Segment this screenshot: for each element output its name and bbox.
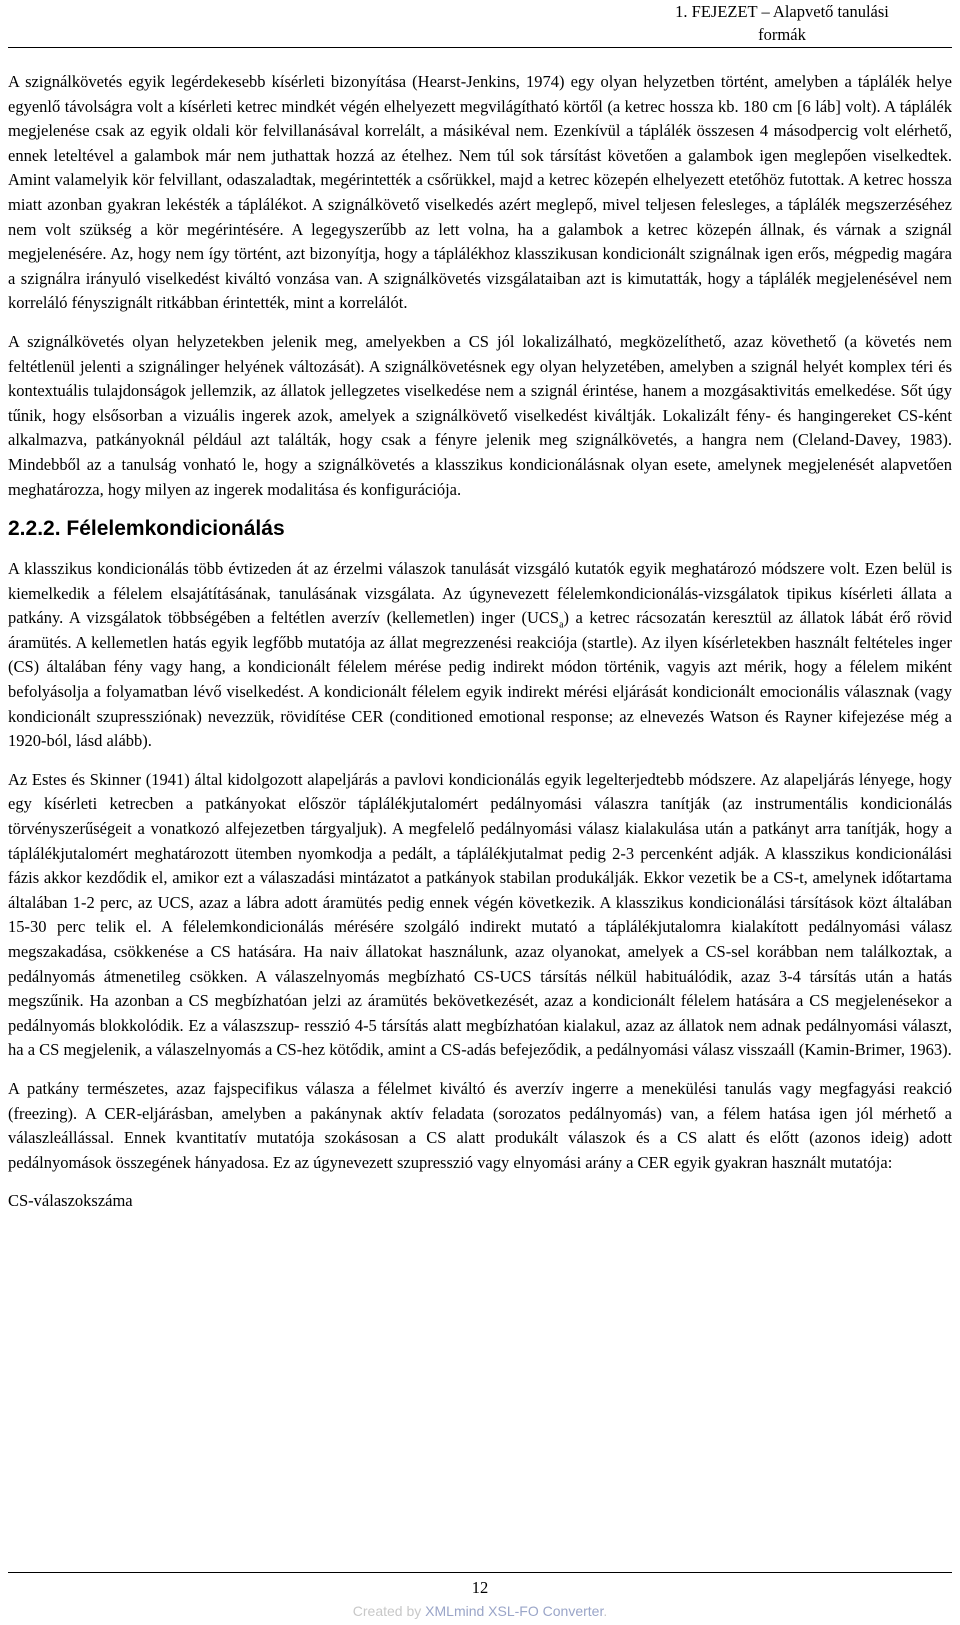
formula-numerator: CS-válaszokszáma [8,1191,133,1211]
header-divider [8,47,952,48]
paragraph-text-before-subscript: A klasszikus kondicionálás több évtizeden át az érzelmi válaszok tanulását vizsgáló kutatók egyik meghatározó módszere volt. Ezen belül is kiemelkedik a félelem elsajátításának, tanulásának vizsgálata. Az úgynevezett félelemkondicionálás-vizsgálatok tipikus kísérleti állata a patkány. A vizsgálatok többségében a feltétlen averzív (kellemetlen) inger (UCS [8,559,952,628]
footer-divider [8,1572,952,1573]
page-header [8,0,952,44]
page-body [8,70,952,1213]
paragraph-estes-skinner-procedure: Az Estes és Skinner (1941) által kidolgozott alapeljárás a pavlovi kondicionálás egyik legelterjedtebb módszere. Az alapeljárás lényege, hogy egy kísérleti ketrecben a patkányokat először táplálékjutalomért pedálnyomási válaszra tanítják (az instrumentális kondicionálás törvényszerűségeit a vonatkozó alfejezetben tárgyaljuk). A megfelelő pedálnyomási válasz kialakulása után a patkányt arra tanítják, hogy a táplálékjutalomért meghatározott ütemben nyomkodja a pedált, a táplálékjutalmat pedig 2-3 percenként adják. A klasszikus kondicionálási fázis akkor kezdődik el, amikor ezt a válaszadási mintázatot a patkányok stabilan produkálják. Ekkor vezetik be a CS-t, amelynek időtartama általában 1-2 perc, az UCS, azaz a lábra adott áramütés pedig ennek végén következik. A klasszikus kondicionálási társítások közt általában 15-30 perc telik el. A félelemkondicionálás mérésére szolgáló indirekt mutató a táplálékjutalomra kialakított pedálnyomási válasz megszakadása, csökkenése a CS hatására. Ha naiv állatokat használunk, azaz olyanokat, amelyek a CS-sel korábban nem találkoztak, a pedálnyomás átmenetileg csökken. A válaszelnyomás megbízható CS-UCS társítás nélkül habituálódik, azaz 3-4 társítás után a hatás megszűnik. Ha azonban a CS megbízhatóan jelzi az áramütés bekövetkezését, azaz a kondicionált félelem hatására a CS megjelenésekor a pedálnyomás blokkolódik. Ez a válaszszup- resszió 4-5 társítás alatt megbízhatóan kialakul, azaz az állatok nem adnak pedálnyomási választ, ha a CS megjelenik, a válaszelnyomás a CS-hez kötődik, amint a CS-adás befejeződik, a pedálnyomási válasz visszaáll (Kamin-Brimer, 1963). [8,769,952,1060]
page-number: 12 [471,1578,489,1597]
ucs-subscript: a [559,619,564,631]
paragraph-signal-tracking-conditions: A szignálkövetés olyan helyzetekben jelenik meg, amelyekben a CS jól lokalizálható, megközelíthető, azaz követhető (a követés nem feltétlenül jelenti a szignálinger helyének változását). A szignálkövetésnek egy olyan helyzetében, amelyben a szignál helyét komplex téri és kontextuális tulajdonságok jellemzik, az állatok jellegzetes viselkedése nem a szignál érintése, hanem a mozgásaktivitás emelkedése. Sőt úgy tűnik, hogy elsősorban a vizuális ingerek azok, amelyek a szignálkövető viselkedést kiváltják. Lokalizált fény- és hangingereket CS-ként alkalmazva, patkányoknál például azt találták, hogy csak a fényre jelenik meg szignálkövetés, a hangra nem (Cleland-Davey, 1983). Mindebből az a tanulság vonható le, hogy a szignálkövetés a klasszikus kondicionálásnak olyan esete, amelynek megjelenését alapvetően meghatározza, hogy milyen az ingerek modalitása és konfigurációja. [8,331,952,499]
paragraph-text-after-subscript: ) a ketrec rácsozatán keresztül az állatok lábát érő rövid áramütés. A kellemetlen hatás egyik legfőbb mutatója az állat megrezzenési reakciója (startle). Az ilyen kísérletekben használt feltételes inger (CS) általában fény vagy hang, a kondicionált félelem mérése pedig indirekt módon történik, vagyis azt mérik, hogy a félelem miként befolyásolja a folyamatban lévő viselkedést. A kondicionált félelem egyik indirekt mérési eljárását kondicionált emocionális válasznak (vagy kondicionált szupressziónak) nevezzük, rövidítése CER (conditioned emotional response; az elnevezés Watson és Rayner kifejezése még a 1920-ból, lásd alább). [8,608,952,751]
generator-link[interactable]: XMLmind XSL-FO Converter [425,1603,604,1619]
paragraph-suppression-ratio: A patkány természetes, azaz fajspecifikus válasza a félelmet kiváltó és averzív ingerre a menekülési tanulás vagy megfagyási reakció (freezing). A CER-eljárásban, amelyben a pakánynak aktív feladata (sorozatos pedálnyomás) van, a félem hatása igen jól mérhető a válaszleállással. Ennek kvantitatív mutatója szokásosan a CS alatt produkált válaszok és a CS alatt és előtt (azonos ideig) adott pedálnyomások összegének hányadosa. Ez az úgynevezett szupresszió vagy elnyomási arány a CER egyik gyakran használt mutatója: [8,1078,952,1172]
chapter-title [612,0,952,46]
generator-credit [0,1603,960,1619]
generator-prefix: Created by [352,1603,426,1619]
section-heading: 2.2.2. Félelemkondicionálás [8,517,285,541]
paragraph-signal-tracking-experiment: A szignálkövetés egyik legérdekesebb kísérleti bizonyítása (Hearst-Jenkins, 1974) egy olyan helyzetben történt, amelyben a táplálék helye egyenlő távolságra volt a kísérleti ketrec mindkét végén elhelyezett megvilágítható körtől (a ketrec hossza kb. 180 cm [6 láb] volt). A táplálék megjelenése csak az egyik oldali kör felvillanásával korrelált, a másikéval nem. Ezenkívül a táplálék összesen 4 másodpercig volt elérhető, ennek leteltével a galambok már nem juthattak hozzá az ételhez. Nem túl sok társítást követően a galambok igen meglepően viselkedtek. Amint valamelyik kör felvillant, odaszaladtak, megérintették a csőrükkel, majd a ketrec közepén elhelyezett etetőhöz futottak. A ketrec hossza miatt azonban gyakran lekésték a táplálékot. A szignálkövető viselkedés azért meglepő, mivel teljesen felesleges, a táplálék megszerzéséhez nem volt szükség a kör megérintésére. A legegyszerűbb az lett volna, ha a galambok a ketrec közepén állnak, és várnak a szignál megjelenésére. Az, hogy nem így történt, azt bizonyítja, hogy a táplálékhoz klasszikusan kondicionált szignálnak igen erős, mégpedig magára a szignálra irányuló viselkedést kiváltó vonzása van. A szignálkövetés vizsgálataiban azt is kimutatták, hogy a táplálék megjelenésével nem korreláló fényszignált ritkábban érintették, mint a korrelálót. [8,72,952,313]
generator-suffix: . [603,1603,608,1619]
paragraph-fear-conditioning-intro [8,557,952,754]
chapter-title-line-2: formák [758,25,806,44]
chapter-title-line-1: 1. FEJEZET – Alapvető tanulási [675,2,889,21]
